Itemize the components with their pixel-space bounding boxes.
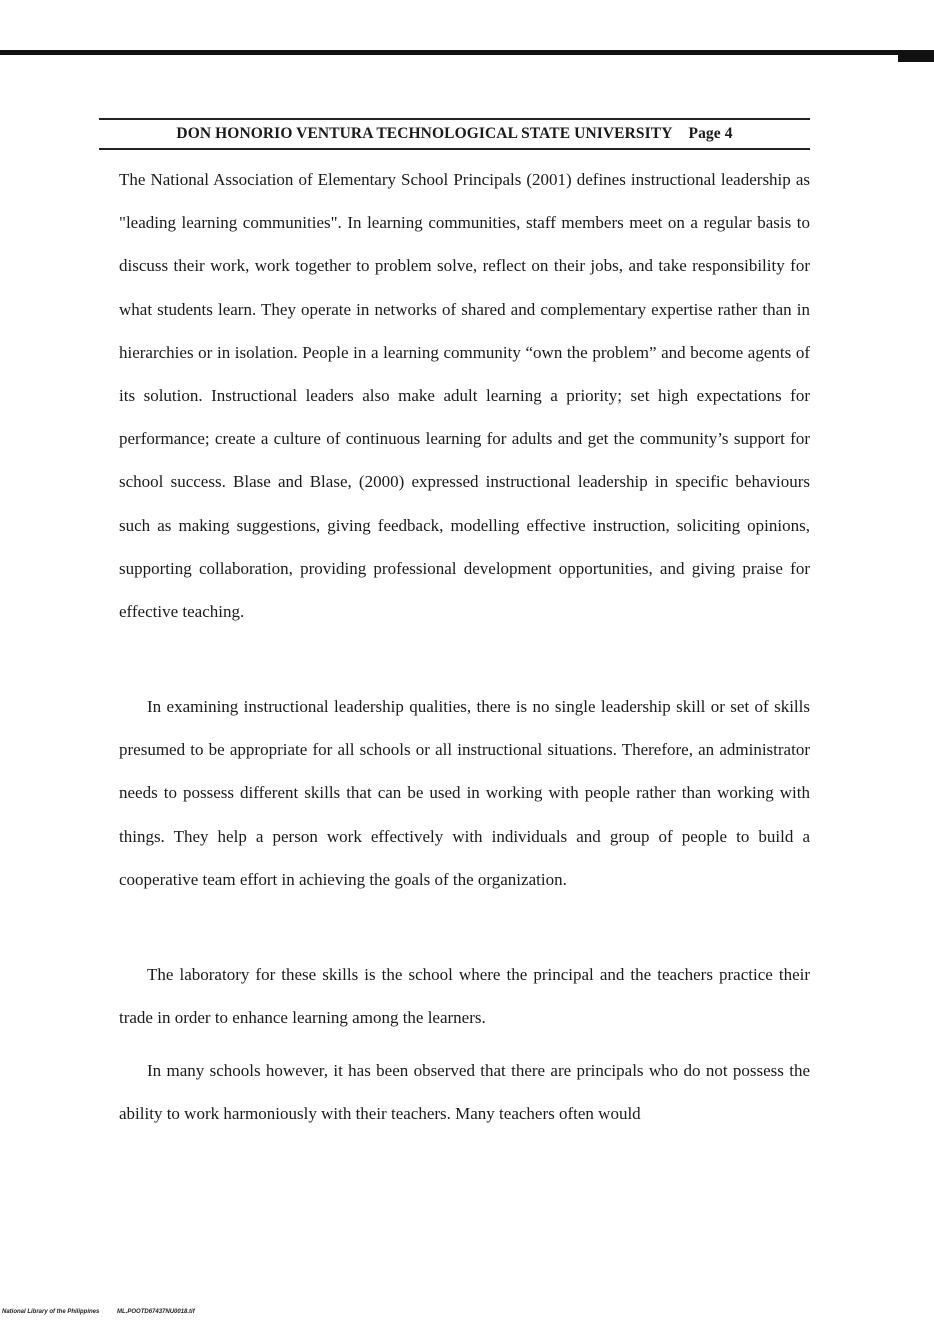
page-header	[99, 118, 810, 150]
paragraph-principals: In many schools however, it has been observed that there are principals who do not possess the ability to work harmoniously with their teachers. Many teachers often would	[119, 1061, 810, 1124]
paragraph-laboratory: The laboratory for these skills is the school where the principal and the teachers practice their trade in order to enhance learning among the learners.	[119, 965, 810, 1028]
paragraph-leadership-qualities: In examining instructional leadership qualities, there is no single leadership skill or set of skills presumed to be appropriate for all schools or all instructional situations. Therefore, an administrator needs to possess different skills that can be used in working with people rather than working with things. They help a person work effectively with individuals and group of people to build a cooperative team effort in achieving the goals of the organization.	[119, 697, 810, 889]
scan-corner-mark	[898, 52, 934, 62]
university-name: DON HONORIO VENTURA TECHNOLOGICAL STATE UNIVERSITY	[176, 125, 673, 142]
scan-border-top	[0, 50, 934, 55]
footer-file-id: ML.POOTD67437NU0018.tif	[117, 1309, 195, 1315]
footer-library: National Library of the Philippines	[2, 1309, 100, 1315]
paragraph-instructional-leadership: The National Association of Elementary School Principals (2001) defines instructional leadership as "leading learning communities". In learning communities, staff members meet on a regular basis to discuss their work, work together to problem solve, reflect on their jobs, and take responsibility for what students learn. They operate in networks of shared and complementary expertise rather than in hierarchies or in isolation. People in a learning community “own the problem” and become agents of its solution. Instructional leaders also make adult learning a priority; set high expectations for performance; create a culture of continuous learning for adults and get the community’s support for school success. Blase and Blase, (2000) expressed instructional leadership in specific behaviours such as making suggestions, giving feedback, modelling effective instruction, soliciting opinions, supporting collaboration, providing professional development opportunities, and giving praise for effective teaching.	[119, 170, 810, 622]
page-number: Page 4	[688, 125, 733, 142]
scan-footer	[2, 1309, 195, 1315]
